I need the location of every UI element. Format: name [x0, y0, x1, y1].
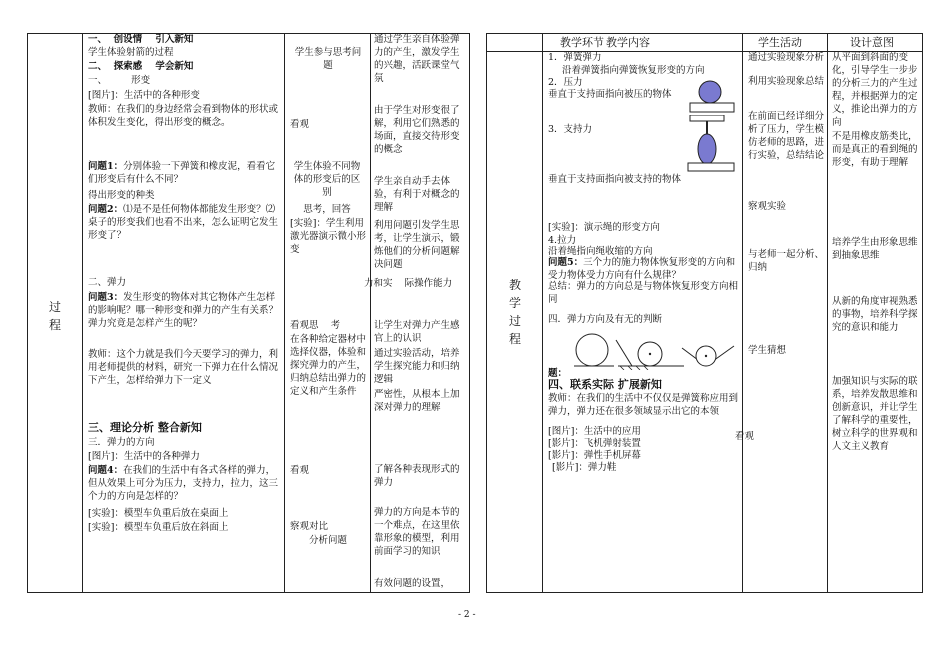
content-line: 得出形变的种类 — [88, 190, 155, 201]
content-line: [影片]：弹性手机屏幕 — [548, 450, 641, 461]
student-activity: 在前面已经详细分析了压力，学生模仿老师的思路，进行实验，总结结论 — [748, 111, 825, 161]
stage-label: 过程 — [48, 300, 61, 332]
design-intent: 从平面到斜面的变化，引导学生一步步的分析三力的产生过程，并根据弹力的定义，推论出弹力的方向 — [832, 52, 918, 128]
design-intent: 有效问题的设置， — [374, 578, 451, 589]
design-intent: 弹力的方向是本节的一个难点，在这里依靠形象的模型，利用前面学习的知识 — [374, 507, 460, 557]
header-design: 设计意图 — [850, 36, 894, 49]
student-activity: 看观 — [735, 431, 755, 442]
design-intent: 通过学生亲自体验弹力的产生，激发学生的兴趣，活跃课堂气氛 — [374, 34, 460, 84]
design-intent: 让学生对弹力产生感官上的认识 — [374, 320, 460, 344]
content-line: 3．支持力 — [548, 124, 593, 135]
judgment-diagram — [574, 330, 740, 370]
student-activity: 思考，回答 — [303, 204, 351, 215]
content-line: 垂直于支持面指向被压的物体 — [548, 89, 672, 100]
content-line: [影片]：飞机弹射装置 — [548, 438, 641, 449]
question-text: 问题2：⑴是不是任何物体都能发生形变？⑵桌子的形变我们也看不出来，怎么证明它发生形变了？ — [88, 204, 279, 241]
content-line: 教师：在我们的身边经常会看到物体的形状或体积发生变化，得出形变的概念。 — [88, 104, 279, 128]
question-label: 问题2： — [88, 204, 124, 215]
content-line: 垂直于支持面指向被支持的物体 — [548, 174, 682, 185]
stage-label: 教学过程 — [508, 278, 521, 346]
content-line: 1．弹簧弹力 — [548, 52, 602, 63]
question-text: 问题4：在我们的生活中有各式各样的弹力，但从效果上可分为压力，支持力，拉力，这三个力的方向是怎样的？ — [88, 465, 279, 502]
student-activity: 学生猜想 — [748, 345, 787, 356]
content-line: [图片]：生活中的应用 — [548, 426, 641, 437]
question-text: 问题3：发生形变的物体对其它物体产生怎样的影响呢？哪一种形变和弹力的产生有关系？弹力究竟是怎样产生的呢？ — [88, 292, 279, 329]
content-line: 4.拉力 — [548, 235, 577, 246]
content-line: 二、弹力 — [88, 277, 127, 288]
section-heading: 三、理论分析 整合新知 — [88, 421, 202, 434]
section-heading: 二、 探索感 学会新知 — [88, 61, 194, 72]
header-student: 学生活动 — [758, 36, 802, 49]
content-line: 教师：在我们的生活中不仅仅是弹簧称应用到弹力，弹力还在很多领域显示出它的本领 — [548, 393, 739, 417]
pressure-diagram — [688, 78, 738, 114]
content-line: [实验]：模型车负重后放在桌面上 — [88, 508, 229, 519]
content-line: [图片]：生活中的各种形变 — [88, 90, 200, 101]
student-activity: 利用实验现象总结 — [748, 76, 825, 87]
question-label: 问题3： — [88, 292, 124, 303]
header-stage: 教学环节 — [560, 36, 604, 49]
question-label: 问题5： — [548, 257, 584, 268]
content-line: 沿着弹簧指向弹簧恢复形变的方向 — [562, 65, 705, 76]
content-line: [影片]：弹力鞋 — [552, 462, 617, 473]
design-intent: 通过实验活动，培养学生探究能力和归纳逻辑 — [374, 348, 460, 385]
design-intent: 利用问题引发学生思考，让学生演示，锻炼他们的分析问题解决问题 — [374, 220, 460, 270]
student-activity: 通过实验现象分析 — [748, 52, 825, 63]
design-intent: 严密性，从根本上加深对弹力的理解 — [374, 389, 460, 413]
design-intent: 不是用橡皮筋类比，而是真正的看到绳的形变，有助于理解 — [832, 131, 918, 168]
section-heading: 四、联系实际 扩展新知 — [548, 378, 662, 391]
content-line: [实验]：演示绳的形变方向 — [548, 222, 660, 233]
student-activity: 在各种给定器材中选择仪器，体验和探究弹力的产生，归纳总结出弹力的定义和产生条件 — [290, 334, 367, 397]
student-activity: 与老师一起分析、归纳 — [748, 249, 825, 273]
page-number: - 2 - — [458, 610, 476, 620]
student-activity: [实验]：学生利用激光器演示微小形变 — [290, 218, 367, 255]
section-heading: 一、 创设情 引入新知 — [88, 34, 194, 45]
content-line: 三．弹力的方向 — [88, 437, 155, 448]
design-intent: 了解各种表现形式的弹力 — [374, 464, 460, 488]
content-line: 总结：弹力的方向总是与物体恢复形变方向相同 — [548, 281, 739, 305]
student-activity: 看观 — [290, 119, 310, 130]
student-activity: 学生参与思考问题 — [294, 47, 362, 71]
design-intent: 培养学生由形象思维到抽象思维 — [832, 237, 918, 261]
content-line: 学生体验射箭的过程 — [88, 47, 174, 58]
student-activity: 看观 — [290, 465, 310, 476]
question-label: 问题1： — [88, 161, 124, 172]
design-intent: 加强知识与实际的联系，培养发散思维和创新意识，并让学生了解科学的重要性，树立科学的世界观和人文主义教育 — [832, 376, 918, 452]
content-line: [实验]：模型车负重后放在斜面上 — [88, 522, 229, 533]
content-line: 题： — [548, 368, 568, 379]
question-text: 问题1：分别体验一下弹簧和橡皮泥，看看它们形变后有什么不同？ — [88, 161, 276, 185]
design-intent: 学生亲自动手去体验，有利于对概念的理解 — [374, 176, 460, 213]
question-label: 问题4： — [88, 465, 124, 476]
student-activity: 学生体验不同物体的形变后的区别 — [293, 161, 361, 198]
design-intent: 由于学生对形变很了解，利用它们熟悉的场面，直接交待形变的概念 — [374, 105, 460, 155]
content-line: 一、 形变 — [88, 75, 151, 86]
design-intent: 从新的角度审视熟悉的事物，培养科学探究的意识和能力 — [832, 296, 918, 333]
content-line: [图片]：生活中的各种弹力 — [88, 451, 200, 462]
question-text: 问题5：三个力的施力物体恢复形变的方向和受力物体受力方向有什么规律？ — [548, 257, 736, 281]
header-content: 教学内容 — [606, 36, 650, 49]
student-activity: 看观思 考 — [290, 320, 341, 331]
support-diagram — [686, 115, 740, 173]
student-activity: 分析问题 — [308, 535, 347, 546]
student-activity: 察观对比 — [290, 521, 329, 532]
design-intent: 力和实 际操作能力 — [364, 278, 453, 289]
content-line: 沿着绳指向绳收缩的方向 — [548, 246, 653, 257]
content-line: 四．弹力方向及有无的判断 — [548, 314, 663, 325]
content-line: 教师：这个力就是我们今天要学习的弹力，利用老师提供的材料，研究一下弹力在什么情况下产生，怎样给弹力下一定义 — [88, 349, 279, 386]
content-line: 2．压力 — [548, 77, 583, 88]
student-activity: 察观实验 — [748, 201, 787, 212]
